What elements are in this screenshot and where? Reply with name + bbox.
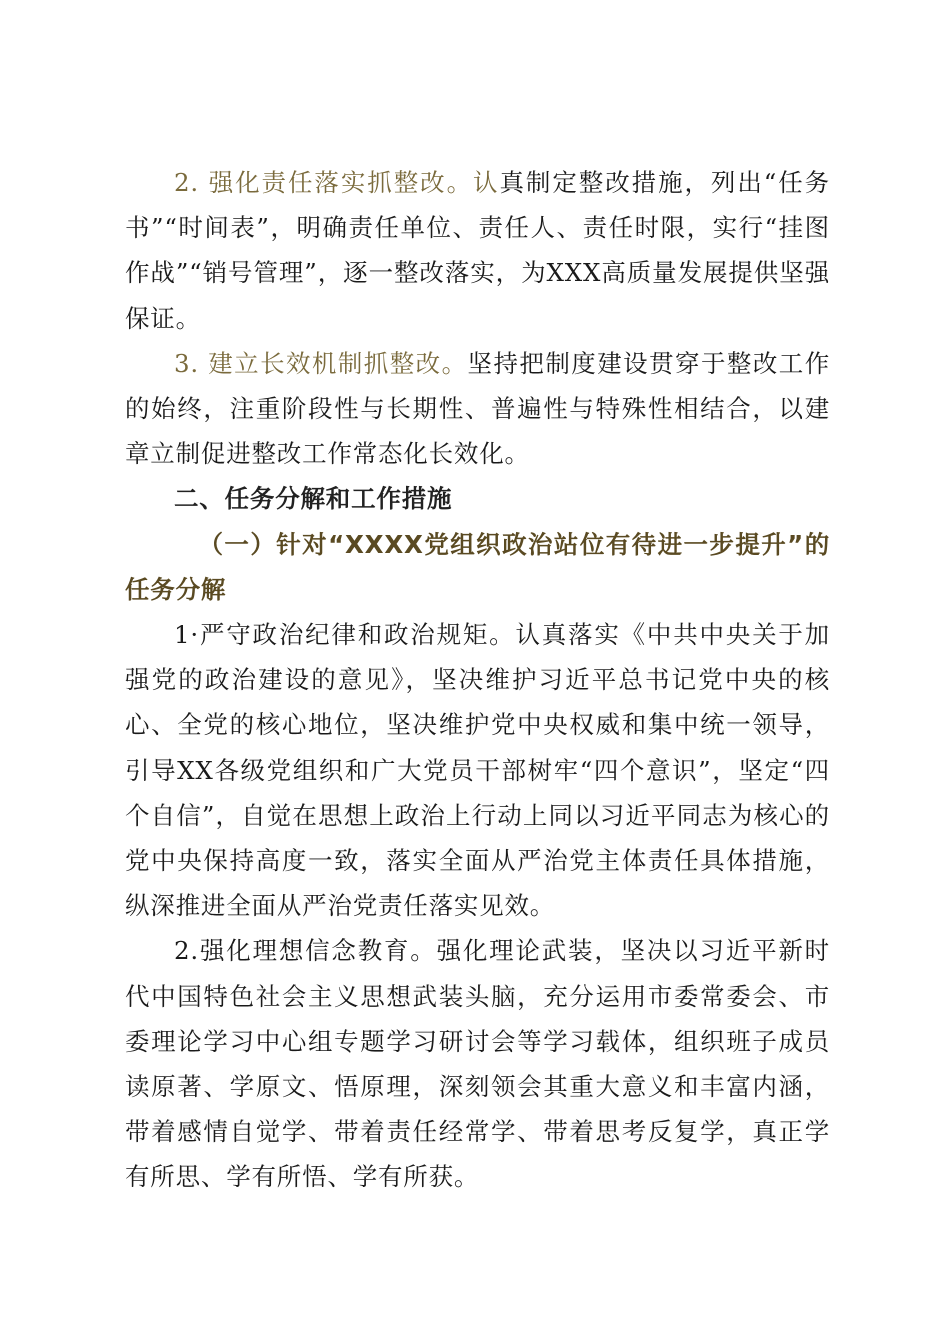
paragraph-heading-long-term-mechanism: 3. 建立长效机制抓整改。 [174, 348, 468, 378]
paragraph-responsibility [125, 160, 830, 341]
paragraph-body-responsibility: 真制定整改措施，列出“任务书”“时间表”，明确责任单位、责任人、责任时限，实行“挂图作战”“销号管理”，逐一整改落实，为XXX高质量发展提供坚强保证。 [125, 168, 830, 333]
subsection-title: （一）针对“XXXX党组织政治站位有待进一步提升”的任务分解 [125, 529, 830, 604]
paragraph-political-discipline: 1·严守政治纪律和政治规矩。认真落实《中共中央关于加强党的政治建设的意见》，坚决维护习近平总书记党中央的核心、全党的核心地位，坚决维护党中央权威和集中统一领导，引导XX各级党组织和广大党员干部树牢“四个意识”，坚定“四个自信”，自觉在思想上政治上行动上同以习近平同志为核心的党中央保持高度一致，落实全面从严治党主体责任具体措施，纵深推进全面从严治党责任落实见效。 [125, 620, 830, 921]
paragraph-body-long-term-mechanism: 坚持把制度建设贯穿于整改工作的始终，注重阶段性与长期性、普遍性与特殊性相结合，以建章立制促进整改工作常态化长效化。 [125, 348, 830, 469]
paragraph-long-term-mechanism [125, 341, 830, 477]
paragraph-heading-responsibility: 2. 强化责任落实抓整改。认 [174, 168, 500, 197]
document-page [125, 160, 830, 1200]
section-title: 二、任务分解和工作措施 [174, 484, 453, 514]
paragraph-ideals-education: 2.强化理想信念教育。强化理论武装，坚决以习近平新时代中国特色社会主义思想武装头脑，充分运用市委常委会、市委理论学习中心组专题学习研讨会等学习载体，组织班子成员读原著、学原文、悟原理，深刻领会其重大意义和丰富内涵，带着感情自觉学、带着责任经常学、带着思考反复学，真正学有所思、学有所悟、学有所获。 [125, 936, 830, 1192]
